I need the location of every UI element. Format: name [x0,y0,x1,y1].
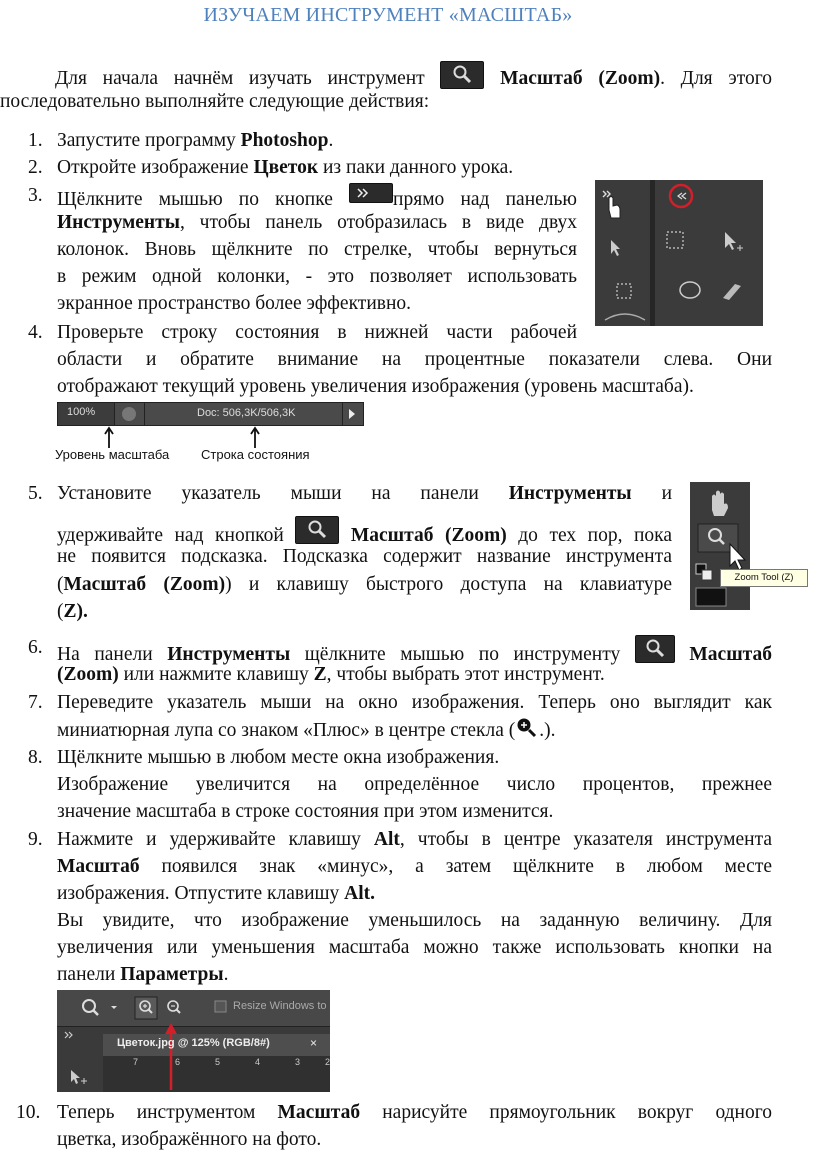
step-10-number: 10. [16,1102,41,1123]
document-tab: Цветок.jpg @ 125% (RGB/8#) [117,1037,270,1049]
step-5-l4c: ) и клавишу быстрого доступа на клавиатуре [225,574,673,595]
intro-text-end: . Для этого [660,68,772,89]
zoom-tool-icon [440,61,484,89]
close-tab-icon: × [310,1036,318,1050]
doc-size-text: Doc: 506,3K/506,3K [197,407,296,419]
status-bar-icon [122,407,136,421]
step-1-b: Photoshop [240,130,329,151]
step-9-l2a: Масштаб [57,856,140,877]
step-5-line-4 [57,572,672,597]
intro-line-1 [55,61,772,91]
step-2-text [57,155,513,180]
step-2-c: из паки данного урока. [318,157,514,178]
step-3-line-3: колонок. Вновь щёлкните по стрелке, чтобы вернуться [57,239,577,260]
step-6-l1b: Инструменты [167,644,291,665]
step-4-line-3: отображают текущий уровень увеличения изображения (уровень масштаба). [57,376,694,397]
step-2-number: 2. [28,157,43,178]
step-5-l4a: ( [57,574,64,595]
step-10-l1c: нарисуйте прямоугольник вокруг одного [360,1102,772,1123]
step-3-l2b: , чтобы панель отобразилась в виде двух [179,212,577,233]
zoom-level-label: Уровень масштаба [55,447,170,462]
step-8-line-2: Изображение увеличится на определённое число процентов, прежнее [57,774,772,795]
step-5-l4b: Масштаб (Zoom) [63,574,226,595]
step-9-line-1 [57,827,772,852]
step-9-l6b: Параметры [120,964,224,985]
step-6-l2b: или нажмите клавишу [118,664,314,685]
step-3-line-4: в режим одной колонки, - это позволяет использовать [57,266,577,287]
status-bar-label: Строка состояния [201,447,310,462]
zoom-tool-icon-3 [635,635,675,663]
step-5-number: 5. [28,483,43,504]
step-6-line-2 [57,662,605,687]
step-7-number: 7. [28,692,43,713]
step-8-number: 8. [28,747,43,768]
zoom-tool-name: Масштаб (Zoom) [500,68,661,89]
step-6-l2c: Z [313,664,327,685]
step-1-number: 1. [28,130,43,151]
step-5-l5b: Z). [63,601,88,622]
step-3-l1b: прямо над панелью [393,189,577,210]
step-5-l5a: ( [57,601,64,622]
page-title: ИЗУЧАЕМ ИНСТРУМЕНТ «МАСШТАБ» [203,4,573,26]
step-9-l6c: . [223,964,229,985]
step-9-l2b: появился знак «минус», а затем щёлкните в любом месте [139,856,772,877]
tooltip-screenshot [690,482,808,610]
ruler-mark: 5 [215,1057,221,1067]
step-9-l6a: панели [57,964,121,985]
step-6-l2a: (Zoom) [57,664,119,685]
step-5-line-3: не появится подсказка. Подсказка содержит название инструмента [57,546,672,567]
step-8-line-1: Щёлкните мышью в любом месте окна изображения. [57,747,500,768]
step-1-c: . [328,130,334,151]
zoom-tool-icon-2 [295,516,339,544]
step-3-number: 3. [28,185,43,206]
step-5-line-5 [57,599,88,624]
ruler-mark: 4 [255,1057,261,1067]
ruler-mark: 7 [133,1057,139,1067]
step-10-line-1 [57,1100,772,1125]
ruler [103,1057,330,1069]
step-4-line-1: Проверьте строку состояния в нижней части рабочей [57,322,577,343]
step-5-l2b: Масштаб (Zoom) [350,525,507,546]
step-5-l1b: Инструменты [508,483,632,504]
status-bar-arrow-icon [348,409,356,419]
step-9-l3b: Alt. [344,883,376,904]
step-3-l1a: Щёлкните мышью по кнопке [57,189,333,210]
step-1-a: Запустите программу [57,130,241,151]
ruler-mark: 2 [325,1057,330,1067]
step-5-line-1 [57,481,672,506]
step-9-line-4: Вы увидите, что изображение уменьшилось на заданную величину. Для [57,910,772,931]
options-bar-screenshot [57,990,330,1092]
step-7-l2b: .). [539,720,556,741]
step-6-l1a: На панели [57,644,168,665]
step-7-line-2 [57,717,556,743]
step-9-l1a: Нажмите и удерживайте клавишу [57,829,374,850]
step-10-l1b: Масштаб [277,1102,361,1123]
step-9-l3a: изображения. Отпустите клавишу [57,883,345,904]
step-3-line-5: экранное пространство более эффективно. [57,293,412,314]
step-5-l2a: удерживайте над кнопкой [57,525,284,546]
step-5-l2c: до тех пор, пока [506,525,673,546]
magnifier-plus-icon [515,717,539,739]
status-bar-screenshot [57,402,364,426]
step-3-line-1 [57,183,577,212]
step-9-number: 9. [28,829,43,850]
toolbar-panels-screenshot [595,180,763,326]
step-9-line-6 [57,962,228,987]
step-4-line-2: области и обратите внимание на процентные показатели слева. Они [57,349,772,370]
step-6-l2d: , чтобы выбрать этот инструмент. [326,664,605,685]
step-9-line-3 [57,881,375,906]
step-9-line-5: увеличения или уменьшения масштаба можно также использовать кнопки на [57,937,772,958]
step-6-l1d: Масштаб [689,644,772,665]
ruler-mark: 3 [295,1057,301,1067]
intro-line-2: последовательно выполняйте следующие действия: [0,91,430,112]
zoom-tooltip: Zoom Tool (Z) [720,569,808,587]
step-9-l1b: Alt [373,829,400,850]
step-9-l1c: , чтобы в центре указателя инструмента [399,829,772,850]
intro-text: Для начала начнём изучать инструмент [55,68,425,89]
step-10-l1a: Теперь инструментом [57,1102,278,1123]
step-5-l1a: Установите указатель мыши на панели [57,483,509,504]
step-6-number: 6. [28,637,43,658]
step-4-number: 4. [28,322,43,343]
step-3-line-2 [57,210,577,235]
step-10-line-2: цветка, изображённого на фото. [57,1129,322,1150]
step-2-a: Откройте изображение [57,157,254,178]
zoom-level-value: 100% [67,406,96,418]
step-3-l2a: Инструменты [57,212,180,233]
expand-panel-icon [349,183,393,203]
ruler-mark: 6 [175,1057,181,1067]
step-5-l1c: и [631,483,673,504]
step-8-line-3: значение масштаба в строке состояния при этом изменится. [57,801,554,822]
step-9-line-2 [57,854,772,879]
step-2-b: Цветок [253,157,319,178]
resize-windows-option: Resize Windows to [233,1000,327,1012]
step-7-l2a: миниатюрная лупа со знаком «Плюс» в центре стекла ( [57,720,516,741]
status-bar-pointer-arrows [100,426,270,448]
step-7-line-1: Переведите указатель мыши на окно изображения. Теперь оно выглядит как [57,692,772,713]
step-1-text [57,128,333,153]
step-6-l1c: щёлкните мышью по инструменту [290,644,621,665]
